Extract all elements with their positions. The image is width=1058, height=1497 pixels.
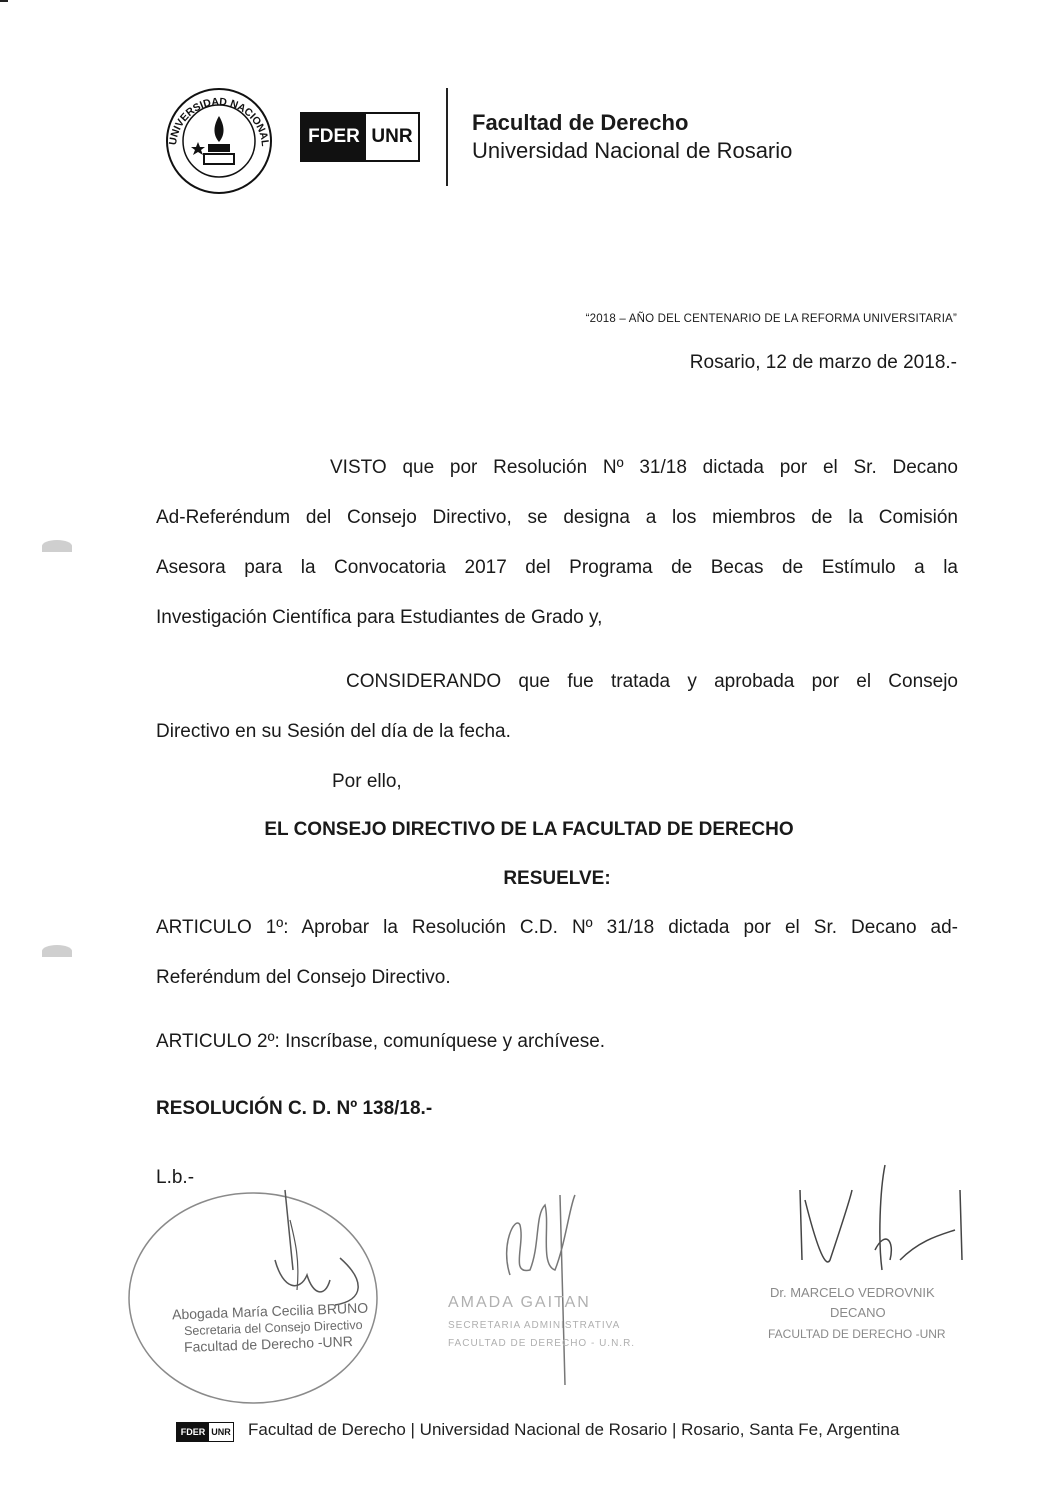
articulo-1-line-1: ARTICULO 1º: Aprobar la Resolución C.D. Nº 31/18 dictada por el Sr. Decano ad-: [156, 917, 958, 938]
visto-line-2: Ad-Referéndum del Consejo Directivo, se designa a los miembros de la Comisión: [156, 507, 958, 528]
center-signature-scribble: [480, 1185, 620, 1385]
visto-line-1: VISTO que por Resolución Nº 31/18 dictada por el Sr. Decano: [330, 457, 958, 478]
right-signature-org: FACULTAD DE DERECHO -UNR: [768, 1327, 946, 1341]
university-name: Universidad Nacional de Rosario: [472, 138, 793, 163]
logo-unr-text: UNR: [371, 126, 413, 147]
considerando-line-2: Directivo en su Sesión del día de la fecha.: [156, 721, 511, 742]
university-seal: [164, 86, 274, 196]
visto-line-4: Investigación Científica para Estudiantes de Grado y,: [156, 607, 603, 628]
right-signature-role: DECANO: [830, 1305, 886, 1320]
footer-logo-unr: UNR: [211, 1427, 231, 1437]
document-date: Rosario, 12 de marzo de 2018.-: [689, 352, 957, 373]
svg-text:UNIVERSIDAD NACIONAL DE ROSARI: UNIVERSIDAD NACIONAL: [167, 95, 272, 147]
left-signature-name: Abogada María Cecilia BRUNO: [171, 1299, 369, 1323]
initials: L.b.-: [156, 1167, 195, 1188]
center-signature-name: AMADA GAITAN: [448, 1294, 591, 1311]
considerando-line-1: CONSIDERANDO que fue tratada y aprobada por el Consejo: [346, 671, 958, 692]
council-heading: EL CONSEJO DIRECTIVO DE LA FACULTAD DE DERECHO: [264, 819, 794, 840]
right-signature-name: Dr. MARCELO VEDROVNIK: [770, 1285, 935, 1300]
center-signature-org: FACULTAD DE DERECHO - U.N.R.: [448, 1338, 636, 1349]
footer-logo-fder: FDER: [177, 1423, 209, 1441]
logo-fder-text: FDER: [302, 114, 366, 160]
center-signature-role: SECRETARIA ADMINISTRATIVA: [448, 1320, 621, 1331]
footer-logo: [176, 1422, 234, 1442]
left-signature-org: Facultad de Derecho -UNR: [183, 1333, 354, 1355]
resolution-number: RESOLUCIÓN C. D. Nº 138/18.-: [156, 1098, 433, 1119]
left-stamp-signature: [125, 1180, 385, 1405]
scan-artifact: [0, 0, 8, 2]
resuelve-heading: RESUELVE:: [503, 868, 611, 889]
articulo-2: ARTICULO 2º: Inscríbase, comuníquese y archívese.: [156, 1031, 606, 1052]
margin-mark: [42, 540, 72, 552]
fder-unr-logo: [300, 112, 420, 162]
footer-text: Facultad de Derecho | Universidad Nacional de Rosario | Rosario, Santa Fe, Argentina: [248, 1420, 900, 1439]
header-divider: [446, 88, 448, 186]
visto-line-3: Asesora para la Convocatoria 2017 del Programa de Becas de Estímulo a la: [156, 557, 958, 578]
left-signature-role: Secretaria del Consejo Directivo: [183, 1317, 363, 1339]
year-motto: “2018 – AÑO DEL CENTENARIO DE LA REFORMA UNIVERSITARIA”: [585, 313, 957, 325]
faculty-name: Facultad de Derecho: [472, 110, 689, 135]
right-signature-scribble: [790, 1160, 990, 1300]
articulo-1-line-2: Referéndum del Consejo Directivo.: [156, 967, 451, 988]
margin-mark: [42, 945, 72, 957]
por-ello: Por ello,: [332, 771, 402, 792]
